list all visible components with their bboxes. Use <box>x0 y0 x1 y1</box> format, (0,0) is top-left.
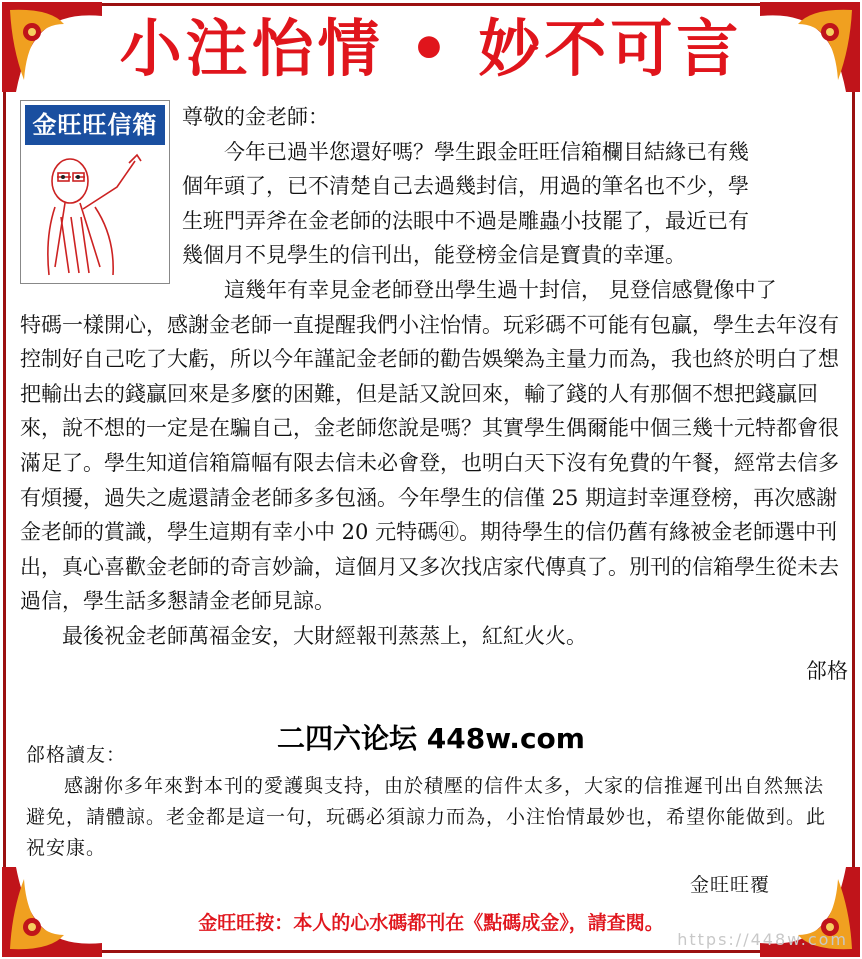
reply-paragraph: 感謝你多年來對本刊的愛護與支持，由於積壓的信件太多，大家的信推遲刊出自然無法避免，請體諒。老金都是這一句，玩碼必須諒力而為，小注怡情最妙也，希望你能做到。此祝安康。 <box>26 775 827 859</box>
letter-paragraph: 特碼一樣開心，感謝金老師一直提醒我們小注怡情。玩彩碼不可能有包贏，學生去年沒有控制好自己吃了大虧，所以今年謹記金老師的勸告娛樂為主量力而為，我也終於明白了想把輸出去的錢贏回來是多麼的困難，但是話又說回來，輸了錢的人有那個不想把錢贏回來，說不想的一定是在騙自己，金老師您說是嗎？其實學生偶爾能中個三幾十元特都會很滿足了。學生知道信箱篇幅有限去信未必會登，也明白天下沒有免費的午餐，經常去信多有煩擾，過失之處還請金老師多多包涵。今年學生的信僅 25 期這封幸運登榜，再次感謝金老師的賞識，學生這期有幸小中 20 元特碼㊶。期待學生的信仍舊有緣被金老師選中刊出，真心喜歡金老師的奇言妙論，這個月又多次找店家代傳真了。別刊的信箱學生從未去過信，學生話多懇請金老師見諒。 <box>20 312 839 614</box>
page-title: 小注怡情 • 妙不可言 <box>119 12 743 85</box>
reply-body <box>26 740 826 864</box>
reply-signature: 金旺旺覆 <box>690 874 771 896</box>
letter-paragraph-line: 這幾年有幸見金老師登出學生過十封信， 見登信感覺像中了 <box>224 277 777 302</box>
letter-signature: 郃格 <box>806 658 848 683</box>
letter-paragraph-line: 幾個月不見學生的信刊出，能登榜金信是寶貴的幸運。 <box>182 243 686 268</box>
corner-ornament-icon <box>2 2 102 92</box>
letter-paragraph-line: 今年已過半您還好嗎？學生跟金旺旺信箱欄目結緣已有幾 <box>224 139 749 164</box>
letter-closing: 最後祝金老師萬福金安，大財經報刊蒸蒸上，紅紅火火。 <box>62 623 587 648</box>
column-logo-title: 金旺旺信箱 <box>25 105 165 145</box>
letter-paragraph-line: 個年頭了，已不清楚自己去過幾封信，用過的筆名也不少，學 <box>182 174 749 199</box>
letter-body <box>20 100 848 688</box>
corner-ornament-icon <box>760 2 860 92</box>
watermark: https://448w.com <box>677 930 848 949</box>
letter-paragraph-line: 生班門弄斧在金老師的法眼中不過是雕蟲小技罷了，最近已有 <box>182 208 749 233</box>
forum-banner: 二四六论坛 448w.com <box>277 722 585 755</box>
letter-salutation: 尊敬的金老師： <box>182 105 329 129</box>
reply-salutation: 郃格讀友： <box>26 744 127 766</box>
footer-note: 金旺旺按：本人的心水碼都刊在《點碼成金》，請查閱。 <box>198 912 664 934</box>
